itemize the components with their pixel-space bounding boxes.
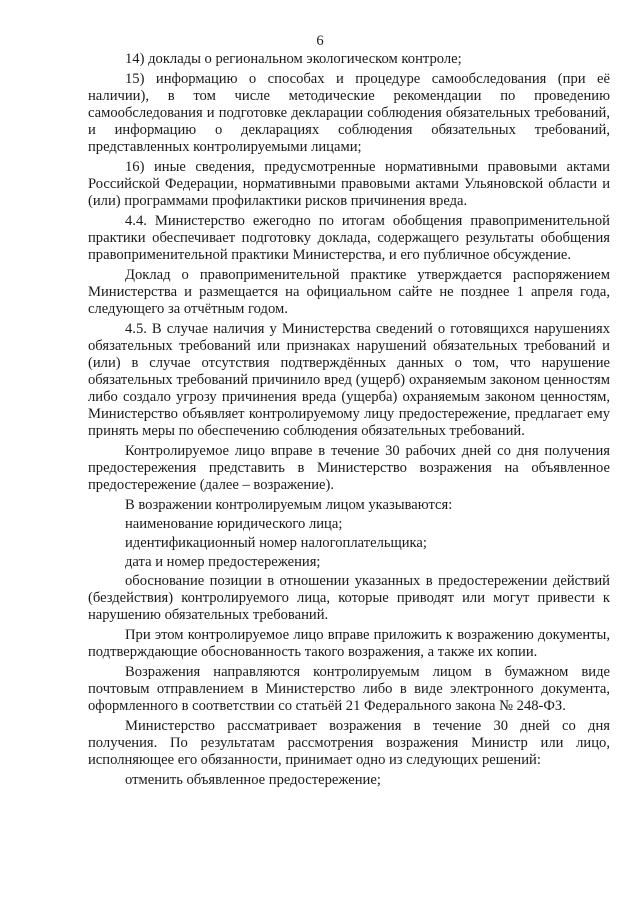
objection-contents-intro: В возражении контролируемым лицом указываются: — [125, 497, 453, 513]
list-item-15: 15) информацию о способах и процедуре самообследования (при её наличии), в том числе методические рекомендации по проведению самообследования и подготовке декларации соблюдения обязательных требований, и информацию о декларациях соблюдения обязательных требований, представленных контролируемыми лицами; — [88, 71, 610, 155]
document-body — [88, 51, 610, 791]
objection-item-justification: обоснование позиции в отношении указанных в предостережении действий (бездействия) контролируемого лица, которые приводят или могут привести к нарушению обязательных требований. — [88, 573, 610, 623]
objection-item-date-number: дата и номер предостережения; — [125, 554, 321, 570]
decision-option-cancel: отменить объявленное предостережение; — [125, 772, 381, 788]
objection-item-name: наименование юридического лица; — [125, 516, 343, 532]
list-item-14: 14) доклады о региональном экологическом контроле; — [125, 51, 462, 67]
list-item-16: 16) иные сведения, предусмотренные нормативными правовыми актами Российской Федерации, нормативными правовыми актами Ульяновской области и (или) программами профилактики рисков причинения вреда. — [88, 159, 610, 209]
clause-4-4: 4.4. Министерство ежегодно по итогам обобщения правоприменительной практики обеспечивает подготовку доклада, содержащего результаты обобщения правоприменительной практики Министерства, и его публичное обсуждение. — [88, 213, 610, 263]
objection-delivery-paragraph: Возражения направляются контролируемым лицом в бумажном виде почтовым отправлением в Министерство либо в виде электронного документа, оформленного в соответствии со статьёй 21 Федерального закона № 248-ФЗ. — [88, 664, 610, 714]
objection-right-paragraph: Контролируемое лицо вправе в течение 30 рабочих дней со дня получения предостережения представить в Министерство возражения на объявленное предостережение (далее – возражение). — [88, 443, 610, 493]
clause-4-5: 4.5. В случае наличия у Министерства сведений о готовящихся нарушениях обязательных требований или признаках нарушений обязательных требований и (или) в случае отсутствия подтверждённых данных о том, что нарушение обязательных требований причинило вред (ущерб) охраняемым законом ценностям либо создало угрозу причинения вреда (ущерба) охраняемым законом ценностям, Министерство объявляет контролируемому лицу предостережение, предлагает ему принять меры по обеспечению соблюдения обязательных требований. — [88, 321, 610, 439]
objection-item-inn: идентификационный номер налогоплательщика; — [125, 535, 427, 551]
report-approval-paragraph: Доклад о правоприменительной практике утверждается распоряжением Министерства и размещается на официальном сайте не позднее 1 апреля года, следующего за отчётным годом. — [88, 267, 610, 317]
objection-attachments-paragraph: При этом контролируемое лицо вправе приложить к возражению документы, подтверждающие обоснованность такого возражения, а также их копии. — [88, 627, 610, 660]
page-number: 6 — [316, 33, 324, 49]
objection-review-paragraph: Министерство рассматривает возражения в течение 30 дней со дня получения. По результатам рассмотрения возражения Министр или лицо, исполняющее его обязанности, принимает одно из следующих решений: — [88, 718, 610, 768]
